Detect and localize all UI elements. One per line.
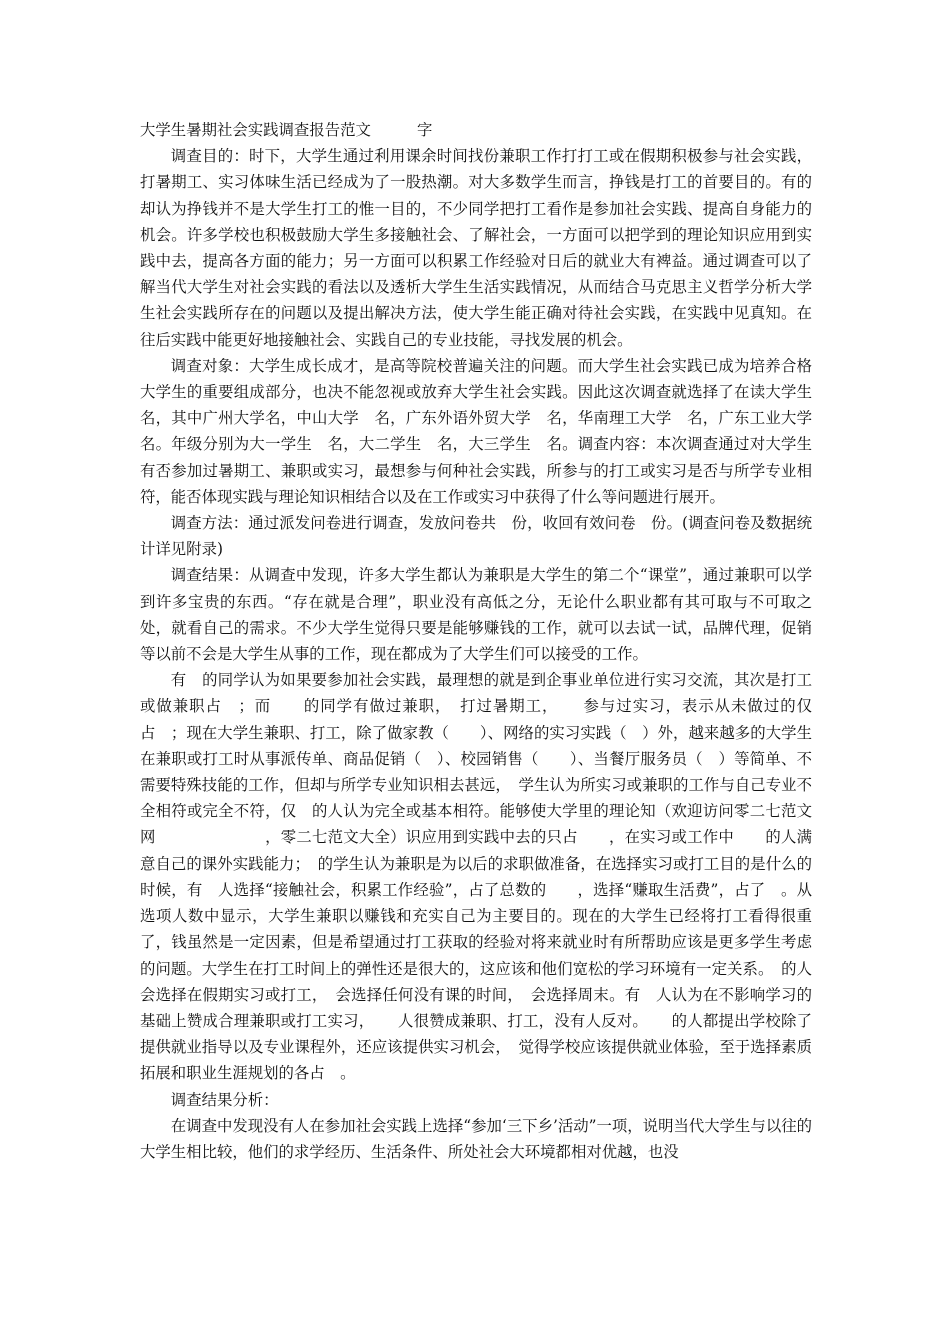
- paragraph-analysis: 在调查中发现没有人在参加社会实践上选择“参加‘三下乡’活动”一项，说明当代大学生与以往的大学生相比较，他们的求学经历、生活条件、所处社会大环境都相对优越，也没: [140, 1116, 812, 1161]
- document-title: 大学生暑期社会实践调查报告范文 字: [140, 121, 433, 139]
- paragraph-results: 调查结果：从调查中发现，许多大学生都认为兼职是大学生的第二个“课堂”，通过兼职可以学到许多宝贵的东西。“存在就是合理”，职业没有高低之分，无论什么职业都有其可取与不可取之处，就看自己的需求。不少大学生觉得只要是能够赚钱的工作，就可以去试一试，品牌代理，促销等以前不会是大学生从事的工作，现在都成为了大学生们可以接受的工作。: [140, 566, 812, 664]
- paragraph-subjects: 调查对象：大学生成长成才，是高等院校普遍关注的问题。而大学生社会实践已成为培养合格大学生的重要组成部分，也决不能忽视或放弃大学生社会实践。因此这次调查就选择了在读大学生 名，其中广州大学名，中山大学 名，广东外语外贸大学 名，华南理工大学 名，广东工业大学 名。年级分别为大一学生 名，大二学生 名，大三学生 名。调查内容：本次调查通过对大学生有否参加过暑期工、兼职或实习，最想参与何种社会实践，所参与的打工或实习是否与所学专业相符，能否体现实践与理论知识相结合以及在工作或实习中获得了什么等问题进行展开。: [140, 356, 828, 506]
- paragraph-purpose: 调查目的：时下，大学生通过利用课余时间找份兼职工作打打工或在假期积极参与社会实践，打暑期工、实习体味生活已经成为了一股热潮。对大多数学生而言，挣钱是打工的首要目的。有的却认为挣钱并不是大学生打工的惟一目的，不少同学把打工看作是参加社会实践、提高自身能力的机会。许多学校也积极鼓励大学生多接触社会、了解社会，一方面可以把学到的理论知识应用到实践中去，提高各方面的能力；另一方面可以积累工作经验对日后的就业大有裨益。通过调查可以了解当代大学生对社会实践的看法以及透析大学生生活实践情况，从而结合马克思主义哲学分析大学生社会实践所存在的问题以及提出解决方法，使大学生能正确对待社会实践，在实践中见真知。在往后实践中能更好地接触社会、实践自己的专业技能，寻找发展的机会。: [140, 147, 812, 349]
- paragraph-analysis-heading: 调查结果分析：: [170, 1090, 279, 1109]
- paragraph-method: 调查方法：通过派发问卷进行调查，发放问卷共 份，收回有效问卷 份。(调查问卷及数据统计详见附录): [140, 514, 812, 559]
- paragraph-statistics: 有 的同学认为如果要参加社会实践，最理想的就是到企事业单位进行实习交流，其次是打工或做兼职占 ；而 的同学有做过兼职， 打过暑期工， 参与过实习，表示从未做过的仅占 ；现在大学生兼职、打工，除了做家教（ ）、网络的实习实践（ ）外，越来越多的大学生在兼职或打工时从事派传单、商品促销（ ）、校园销售（ ）、当餐厅服务员（ ）等简单、不需要特殊技能的工作，但却与所学专业知识相去甚远， 学生认为所实习或兼职的工作与自己专业不全相符或完全不符，仅 的人认为完全或基本相符。能够使大学里的理论知（欢迎访问零二七范文网 ，零二七范文大全）识应用到实践中去的只占 ，在实习或工作中 的人满意自己的课外实践能力； 的学生认为兼职是为以后的求职做准备，在选择实习或打工目的是什么的时候，有 人选择“接触社会，积累工作经验”，占了总数的 ，选择“赚取生活费”，占了 。从选项人数中显示，大学生兼职以赚钱和充实自己为主要目的。现在的大学生已经将打工看得很重了，钱虽然是一定因素，但是希望通过打工获取的经验对将来就业时有所帮助应该是更多学生考虑的问题。大学生在打工时间上的弹性还是很大的，这应该和他们宽松的学习环境有一定关系。 的人会选择在假期实习或打工， 会选择任何没有课的时间， 会选择周末。有 人认为在不影响学习的基础上赞成合理兼职或打工实习， 人很赞成兼职、打工，没有人反对。 的人都提出学校除了提供就业指导以及专业课程外，还应该提供实习机会， 觉得学校应该提供就业体验，至于选择素质拓展和职业生涯规划的各占 。: [140, 671, 812, 1083]
- document-page: [140, 117, 828, 1165]
